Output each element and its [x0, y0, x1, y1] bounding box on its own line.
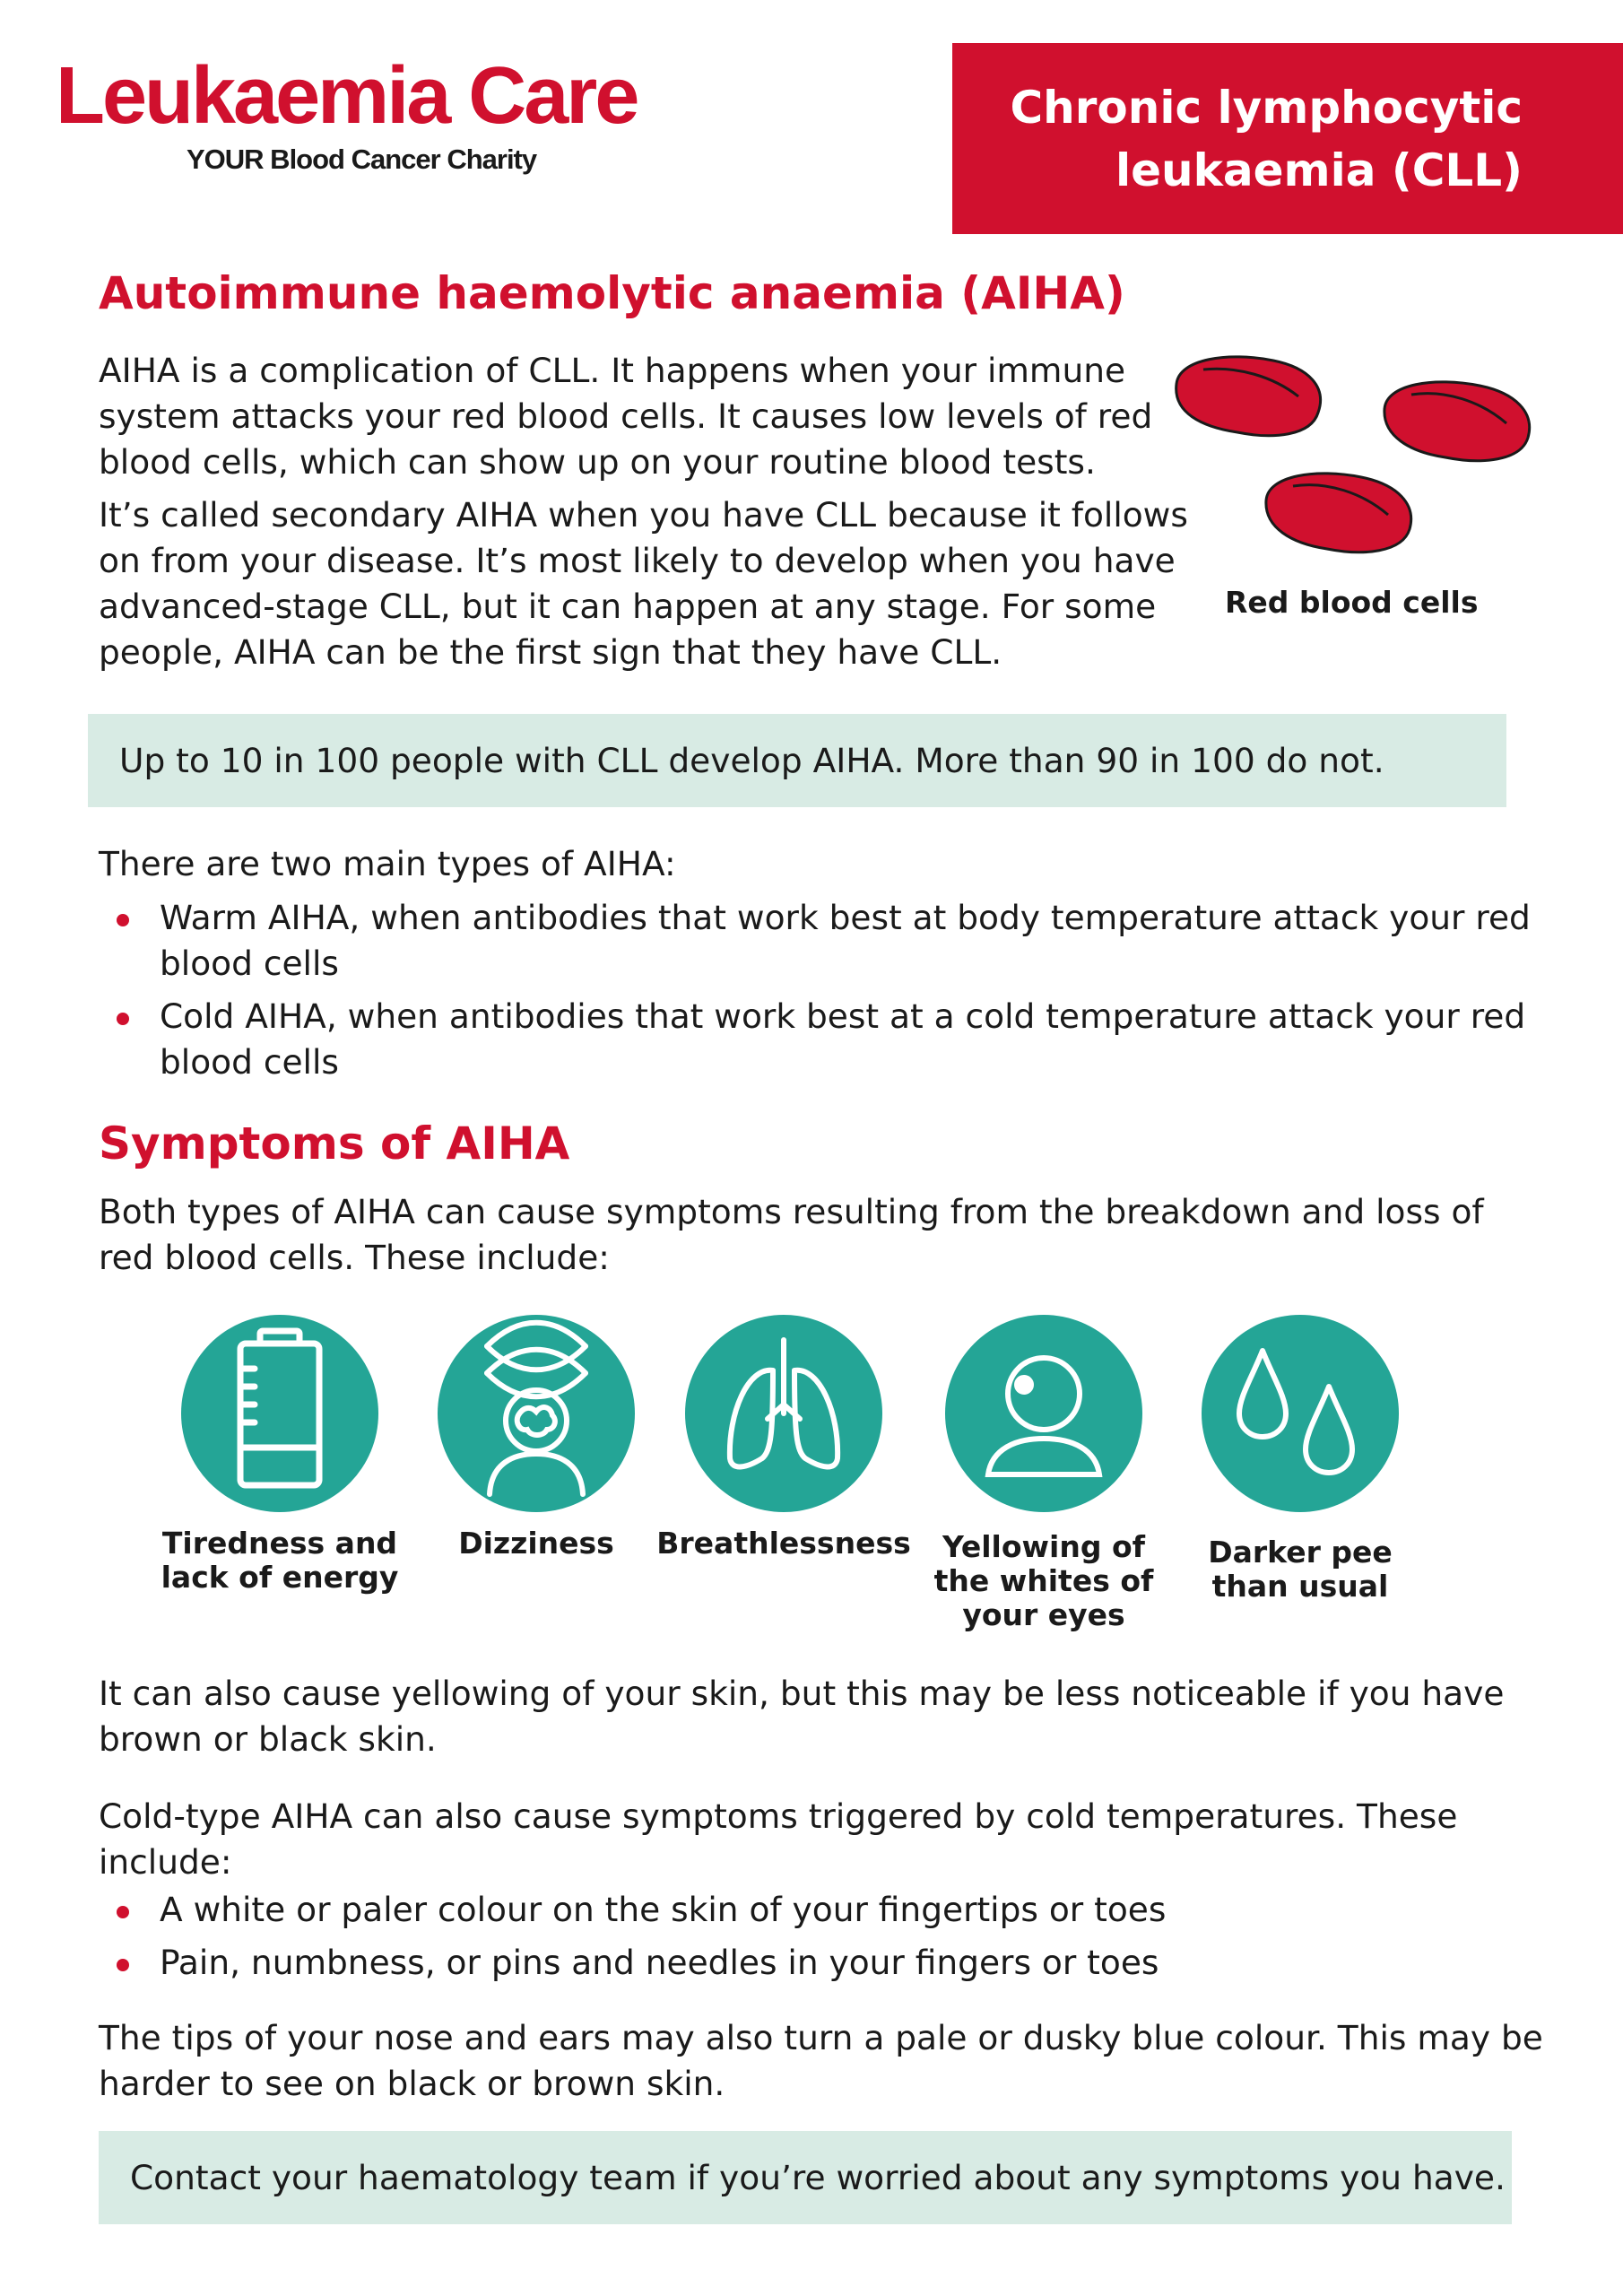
banner-line-1: Chronic lymphocytic — [1010, 81, 1523, 134]
list-item — [99, 1940, 1569, 1986]
text-line: on from your disease. It’s most likely to develop when you have — [99, 541, 1176, 580]
text-line: Darker pee — [1208, 1535, 1393, 1570]
types-intro: There are two main types of AIHA: — [99, 844, 676, 883]
text-line: system attacks your red blood cells. It causes low levels of red — [99, 396, 1153, 436]
text-line: include: — [99, 1842, 232, 1882]
text-line: lack of energy — [161, 1560, 399, 1595]
darker-pee-icon-circle — [1202, 1315, 1399, 1512]
text-line: It can also cause yellowing of your skin, but this may be less noticeable if you have — [99, 1674, 1505, 1713]
bullet-icon — [117, 914, 129, 926]
image-caption: Red blood cells — [1225, 585, 1479, 620]
text-line: It’s called secondary AIHA when you have CLL because it follows — [99, 495, 1188, 535]
logo-tagline: YOUR Blood Cancer Charity — [187, 144, 537, 175]
text-line: Cold-type AIHA can also cause symptoms triggered by cold temperatures. These — [99, 1796, 1458, 1836]
text-line: people, AIHA can be the first sign that they have CLL. — [99, 632, 1002, 672]
cold-type-intro — [99, 1794, 1569, 1885]
symptom-label — [649, 1526, 918, 1561]
bullet-icon — [117, 1959, 129, 1971]
aiha-paragraph-2 — [99, 492, 1219, 675]
text-line: the whites of — [933, 1563, 1154, 1598]
symptoms-heading: Symptoms of AIHA — [99, 1118, 570, 1170]
aiha-heading: Autoimmune haemolytic anaemia (AIHA) — [99, 267, 1125, 319]
symptom-label — [1166, 1535, 1435, 1604]
text-line: Tiredness and — [161, 1526, 398, 1561]
text-line: advanced-stage CLL, but it can happen at any stage. For some — [99, 587, 1157, 626]
droplets-icon — [1202, 1315, 1399, 1512]
bullet-icon — [117, 1906, 129, 1918]
text-line: blood cells — [160, 1042, 339, 1082]
tips-note — [99, 2015, 1569, 2107]
text-line: A white or paler colour on the skin of your fingertips or toes — [160, 1890, 1167, 1929]
text-line: Pain, numbness, or pins and needles in your fingers or toes — [160, 1943, 1159, 1982]
list-item — [99, 1887, 1569, 1933]
text-line: Breathlessness — [656, 1526, 911, 1561]
text-line: Cold AIHA, when antibodies that work best at a cold temperature attack your red — [160, 996, 1526, 1036]
skin-note — [99, 1671, 1569, 1762]
battery-icon — [181, 1315, 378, 1512]
text-line: Yellowing of — [942, 1529, 1145, 1564]
symptom-label — [909, 1530, 1178, 1632]
symptom-label — [402, 1526, 671, 1561]
dizziness-icon-circle — [438, 1315, 635, 1512]
list-item — [99, 895, 1569, 987]
contact-team-callout: Contact your haematology team if you’re worried about any symptoms you have. — [99, 2131, 1512, 2224]
breathlessness-icon-circle — [685, 1315, 882, 1512]
logo-wordmark: Leukaemia Care — [56, 51, 638, 141]
text-line: than usual — [1211, 1569, 1389, 1604]
types-list — [99, 895, 1569, 1085]
text-line: AIHA is a complication of CLL. It happens when your immune — [99, 351, 1126, 390]
text-line: your eyes — [962, 1597, 1125, 1632]
text-line: blood cells — [160, 944, 339, 983]
symptoms-intro — [99, 1189, 1569, 1281]
yellowing-icon-circle — [945, 1315, 1142, 1512]
red-blood-cell-icon — [1266, 474, 1411, 552]
dizzy-head-icon — [438, 1315, 635, 1512]
text-line: The tips of your nose and ears may also turn a pale or dusky blue colour. This may be — [99, 2018, 1543, 2057]
red-blood-cell-icon — [1384, 382, 1530, 461]
aiha-paragraph-1 — [99, 348, 1175, 485]
red-blood-cell-icon — [1176, 357, 1321, 436]
banner-line-2: leukaemia (CLL) — [1115, 144, 1523, 196]
prevalence-callout: Up to 10 in 100 people with CLL develop AIHA. More than 90 in 100 do not. — [88, 714, 1506, 807]
title-banner — [952, 43, 1623, 234]
text-line: Warm AIHA, when antibodies that work best at body temperature attack your red — [160, 898, 1531, 937]
text-line: Dizziness — [458, 1526, 614, 1561]
text-line: blood cells, which can show up on your routine blood tests. — [99, 442, 1096, 482]
bullet-icon — [117, 1013, 129, 1025]
text-line: harder to see on black or brown skin. — [99, 2064, 725, 2103]
list-item — [99, 994, 1569, 1085]
symptom-label — [145, 1526, 414, 1595]
tiredness-icon-circle — [181, 1315, 378, 1512]
text-line: brown or black skin. — [99, 1719, 437, 1759]
text-line: Both types of AIHA can cause symptoms resulting from the breakdown and loss of — [99, 1192, 1484, 1231]
lungs-icon — [685, 1315, 882, 1512]
text-line: red blood cells. These include: — [99, 1238, 610, 1277]
cold-symptoms-list — [99, 1887, 1569, 1986]
person-eye-icon — [945, 1315, 1142, 1512]
red-blood-cells-illustration — [1166, 350, 1542, 565]
